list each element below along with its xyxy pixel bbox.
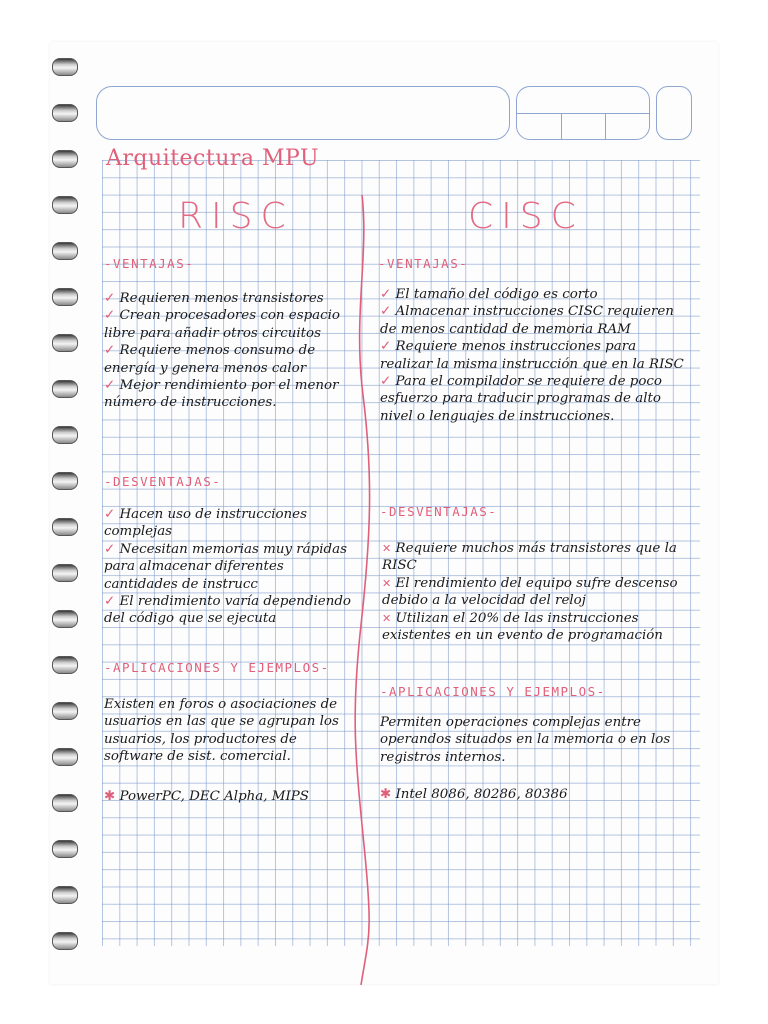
spiral-ring	[52, 564, 78, 582]
list-item: ✓ Mejor rendimiento por el menor número de instrucciones.	[104, 378, 339, 411]
spiral-ring	[52, 794, 78, 812]
page-bottom-margin	[50, 946, 718, 984]
list-item: ✓ Para el compilador se requiere de poco esfuerzo para traducir programas de alto nivel o lenguajes de instrucciones.	[380, 374, 662, 424]
spiral-ring	[52, 932, 78, 950]
list-item: ✓ El rendimiento varía dependiendo del código que se ejecuta	[104, 594, 351, 627]
list-item: ✓ Requiere menos consumo de energía y genera menos calor	[104, 343, 316, 376]
cisc-ventajas-list	[380, 286, 692, 425]
spiral-binding	[52, 58, 82, 968]
risc-desventajas-list	[104, 506, 354, 628]
page-right-margin	[700, 42, 718, 984]
spiral-ring	[52, 472, 78, 490]
spiral-ring	[52, 380, 78, 398]
spiral-ring	[52, 656, 78, 674]
spiral-ring	[52, 104, 78, 122]
check-icon: ✓	[380, 304, 392, 320]
check-icon: ✓	[380, 374, 392, 390]
cisc-desventajas-heading: -DESVENTAJAS-	[380, 504, 498, 519]
spiral-ring	[52, 58, 78, 76]
list-item: ✓ Crean procesadores con espacio libre para añadir otros circuitos	[104, 308, 340, 341]
header-box	[96, 86, 510, 140]
check-icon: ✓	[104, 291, 116, 306]
risc-ventajas-list	[104, 290, 354, 412]
cross-icon: ✕	[382, 576, 392, 590]
spiral-ring	[52, 242, 78, 260]
list-item: ✕ El rendimiento del equipo sufre descenso debido a la velocidad del reloj	[382, 575, 678, 609]
risc-aplicaciones-text: Existen en foros o asociaciones de usuarios en las que se agrupan los usuarios, los productores de software de sist. comercial.	[104, 697, 339, 765]
spiral-ring	[52, 748, 78, 766]
page-title: Arquitectura MPU	[106, 146, 319, 171]
list-item: ✕ Requiere muchos más transistores que la RISC	[382, 541, 677, 574]
risc-aplicaciones-heading: -APLICACIONES Y EJEMPLOS-	[104, 660, 330, 675]
spiral-ring	[52, 196, 78, 214]
spiral-ring	[52, 610, 78, 628]
list-item: ✓ Requieren menos transistores	[104, 291, 324, 306]
page-number-box	[656, 86, 692, 140]
spiral-ring	[52, 426, 78, 444]
list-item: ✕ Utilizan el 20% de las instrucciones existentes en un evento de programación	[382, 610, 663, 644]
cisc-ejemplos: ✱ Intel 8086, 80286, 80386	[380, 787, 568, 802]
check-icon: ✓	[104, 507, 116, 522]
asterisk-icon: ✱	[380, 787, 392, 802]
spiral-ring	[52, 702, 78, 720]
check-icon: ✓	[104, 308, 116, 324]
risc-desventajas-heading: -DESVENTAJAS-	[104, 474, 222, 489]
risc-ventajas-heading: -VENTAJAS-	[104, 256, 195, 271]
check-icon: ✓	[104, 541, 116, 557]
check-icon: ✓	[104, 594, 116, 610]
cisc-heading: CISC	[468, 196, 584, 237]
check-icon: ✓	[380, 339, 392, 355]
cisc-aplicaciones-text: Permiten operaciones complejas entre operandos situados en la memoria o en los registros internos.	[380, 715, 671, 765]
risc-ejemplos: ✱ PowerPC, DEC Alpha, MIPS	[104, 789, 309, 804]
list-item: ✓ Hacen uso de instrucciones complejas	[104, 507, 307, 540]
cisc-ventajas-heading: -VENTAJAS-	[378, 256, 469, 271]
check-icon: ✓	[380, 287, 392, 302]
spiral-ring	[52, 518, 78, 536]
spiral-ring	[52, 334, 78, 352]
date-box	[516, 86, 650, 140]
check-icon: ✓	[104, 343, 116, 359]
cross-icon: ✕	[382, 542, 392, 555]
spiral-ring	[52, 886, 78, 904]
list-item: ✓ Requiere menos instrucciones para realizar la misma instrucción que en la RISC	[380, 339, 684, 372]
list-item: ✓ El tamaño del código es corto	[380, 287, 598, 302]
cisc-aplicaciones-heading: -APLICACIONES Y EJEMPLOS-	[380, 684, 606, 699]
cisc-desventajas-list	[382, 540, 692, 644]
list-item: ✓ Almacenar instrucciones CISC requieren de menos cantidad de memoria RAM	[380, 304, 674, 337]
list-item: ✓ Necesitan memorias muy rápidas para almacenar diferentes cantidades de instrucc	[104, 541, 347, 592]
asterisk-icon: ✱	[104, 789, 116, 804]
spiral-ring	[52, 150, 78, 168]
risc-heading: RISC	[178, 196, 294, 237]
spiral-ring	[52, 840, 78, 858]
check-icon: ✓	[104, 378, 116, 394]
spiral-ring	[52, 288, 78, 306]
cross-icon: ✕	[382, 611, 392, 625]
